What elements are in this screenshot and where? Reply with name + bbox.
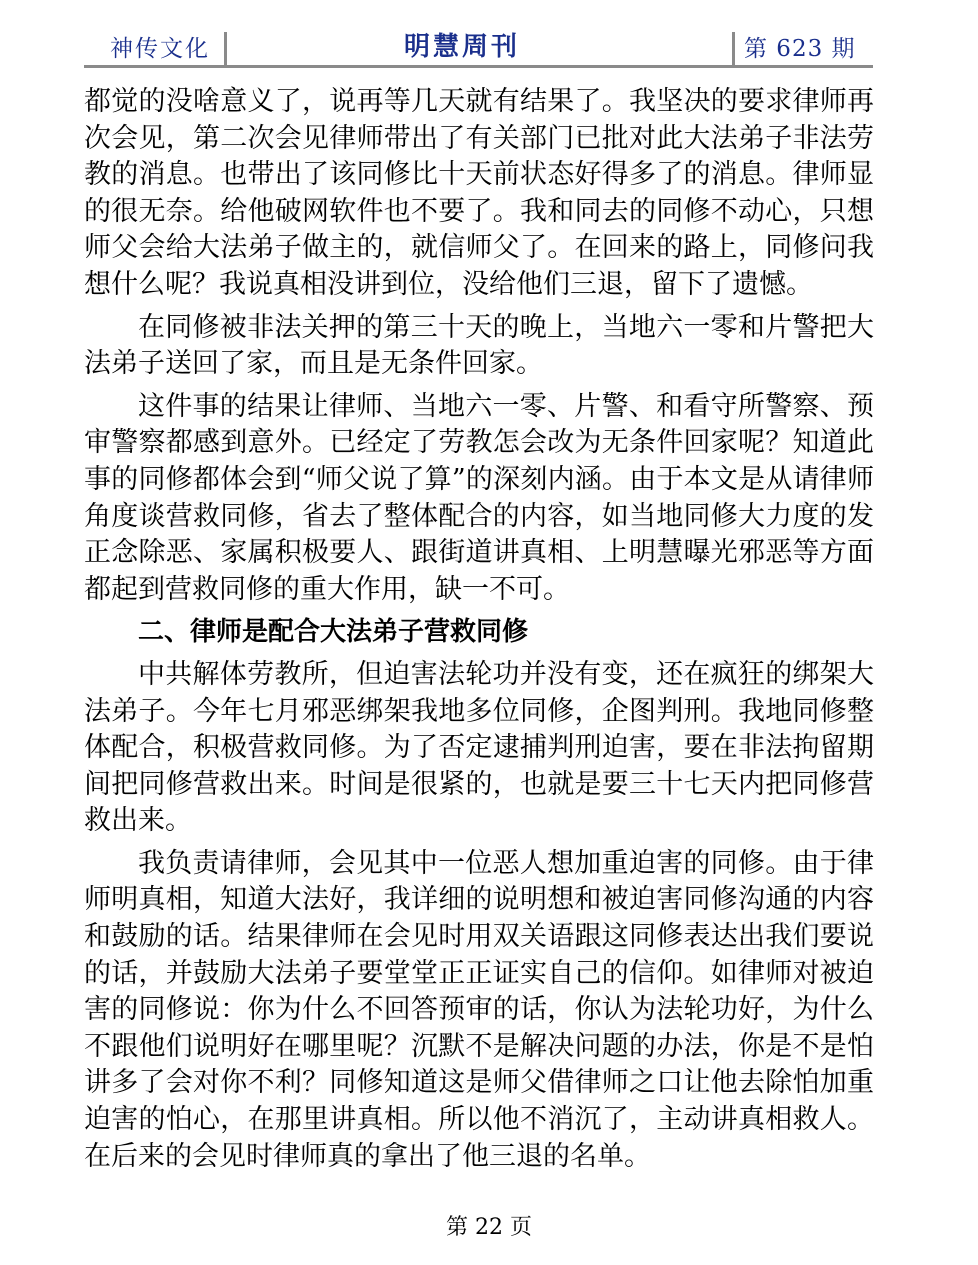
section-heading: 二、律师是配合大法弟子营救同修 bbox=[138, 617, 529, 648]
header-section-title: 神传文化 bbox=[110, 36, 210, 62]
article-body bbox=[84, 84, 874, 1181]
paragraph: 中共解体劳教所，但迫害法轮功并没有变，还在疯狂的绑架大法弟子。今年七月邪恶绑架我地多位同修，企图判刑。我地同修整体配合，积极营救同修。为了否定逮捕判刑迫害，要在非法拘留期间把同修营救出来。时间是很紧的，也就是要三十七天内把同修营救出来。 bbox=[84, 658, 874, 837]
page-number: 第 22 页 bbox=[446, 1215, 532, 1240]
paragraph: 在同修被非法关押的第三十天的晚上，当地六一零和片警把大法弟子送回了家，而且是无条件回家。 bbox=[84, 311, 874, 380]
header-rule bbox=[84, 65, 873, 68]
header-publication-title: 明慧周刊 bbox=[404, 32, 521, 62]
header-issue-number: 第 623 期 bbox=[744, 36, 856, 62]
header-divider-right bbox=[732, 32, 735, 66]
paragraph: 这件事的结果让律师、当地六一零、片警、和看守所警察、预审警察都感到意外。已经定了劳教怎会改为无条件回家呢？知道此事的同修都体会到“师父说了算”的深刻内涵。由于本文是从请律师角度谈营救同修，省去了整体配合的内容，如当地同修大力度的发正念除恶、家属积极要人、跟街道讲真相、上明慧曝光邪恶等方面都起到营救同修的重大作用，缺一不可。 bbox=[84, 390, 874, 605]
page-header bbox=[84, 26, 873, 66]
paragraph-continued: 都觉的没啥意义了，说再等几天就有结果了。我坚决的要求律师再次会见，第二次会见律师带出了有关部门已批对此大法弟子非法劳教的消息。也带出了该同修比十天前状态好得多了的消息。律师显的很无奈。给他破网软件也不要了。我和同去的同修不动心，只想师父会给大法弟子做主的，就信师父了。在回来的路上，同修问我想什么呢？我说真相没讲到位，没给他们三退，留下了遗憾。 bbox=[84, 86, 874, 300]
paragraph: 我负责请律师，会见其中一位恶人想加重迫害的同修。由于律师明真相，知道大法好，我详细的说明想和被迫害同修沟通的内容和鼓励的话。结果律师在会见时用双关语跟这同修表达出我们要说的话，并鼓励大法弟子要堂堂正正证实自己的信仰。如律师对被迫害的同修说：你为什么不回答预审的话，你认为法轮功好，为什么不跟他们说明好在哪里呢？沉默不是解决问题的办法，你是不是怕讲多了会对你不利？同修知道这是师父借律师之口让他去除怕加重迫害的怕心，在那里讲真相。所以他不消沉了，主动讲真相救人。在后来的会见时律师真的拿出了他三退的名单。 bbox=[84, 847, 874, 1172]
header-divider-left bbox=[224, 32, 227, 66]
